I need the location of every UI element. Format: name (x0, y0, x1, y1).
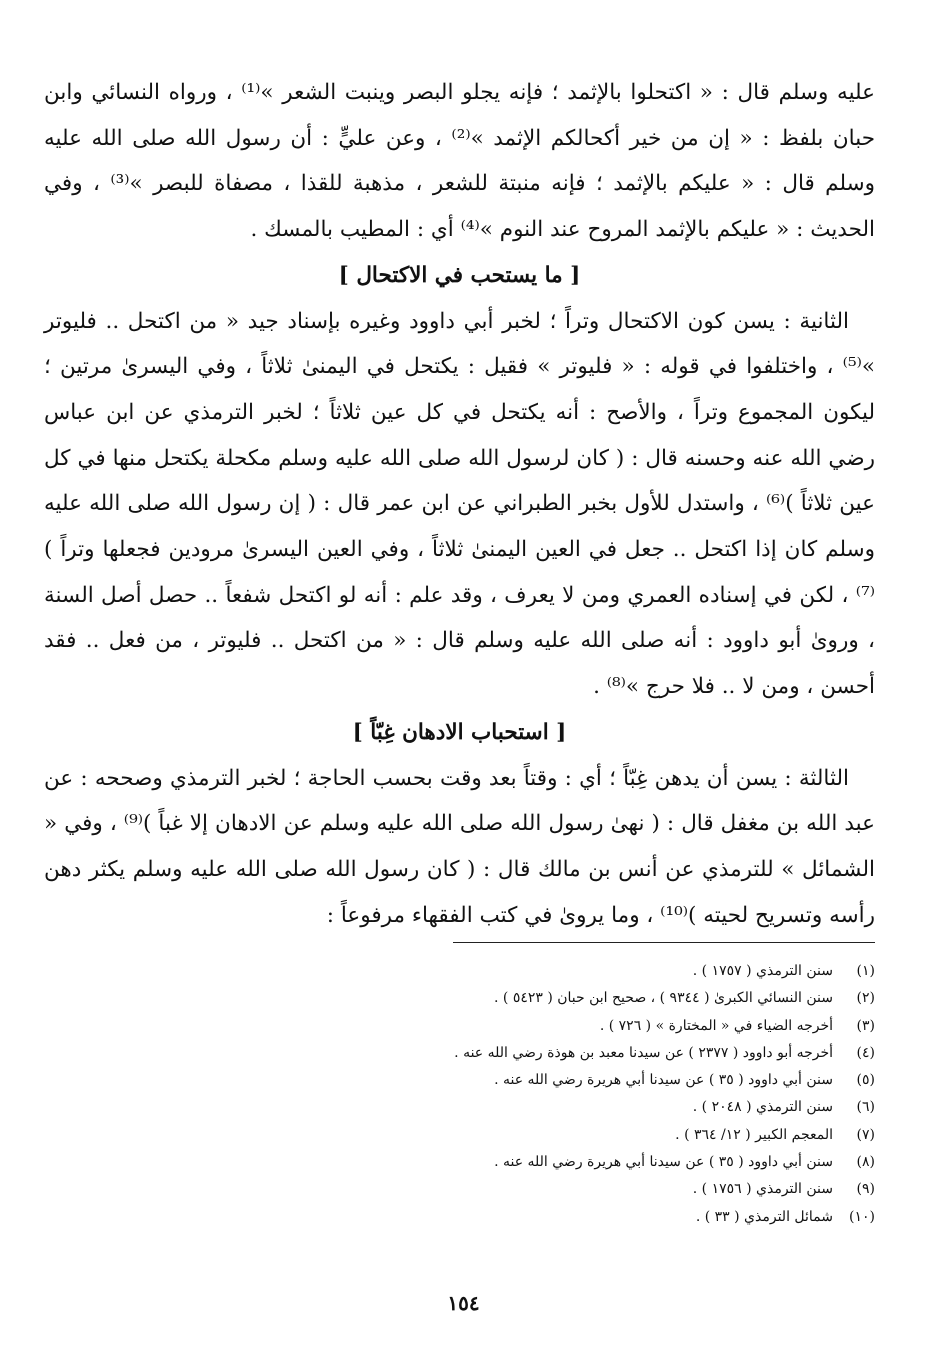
paragraph-2: الثانية : يسن كون الاكتحال وتراً ؛ لخبر أبي داوود وغيره بإسناد جيد « من اكتحل .. فليوتر »⁽⁵⁾ ، واختلفوا في قوله : « فليوتر » فقيل : يكتحل في اليمنىٰ ثلاثاً ، وفي اليسرىٰ مرتين ؛ ليكون المجموع وتراً ، والأصح : أنه يكتحل في كل عين ثلاثاً ؛ لخبر الترمذي عن ابن عباس رضي الله عنه وحسنه قال : ( كان لرسول الله صلى الله عليه وسلم مكحلة يكتحل منها في كل عين ثلاثاً )⁽⁶⁾ ، واستدل للأول بخبر الطبراني عن ابن عمر قال : ( إن رسول الله صلى الله عليه وسلم كان إذا اكتحل .. جعل في العين اليمنىٰ ثلاثاً ، وفي العين اليسرىٰ مرودين فجعلها وتراً )⁽⁷⁾ ، لكن في إسناده العمري ومن لا يعرف ، وقد علم : أنه لو اكتحل شفعاً .. حصل أصل السنة ، وروىٰ أبو داوود : أنه صلى الله عليه وسلم قال : « من اكتحل .. فليوتر ، من فعل .. فقد أحسن ، ومن لا .. فلا حرج »⁽⁸⁾ . (44, 308, 875, 700)
footnote (275, 1040, 875, 1067)
footnote-number: (٩) (856, 1181, 875, 1198)
footnote-number: (٤) (856, 1044, 875, 1061)
main-text (44, 70, 875, 938)
footnote-text: سنن أبي داوود ( ٣٥ ) عن سيدنا أبي هريرة رضي الله عنه . (494, 1154, 833, 1171)
footnote-text: سنن الترمذي ( ١٧٥٦ ) . (692, 1181, 833, 1198)
section-heading-kohl: [ ما يستحب في الاكتحال ] (338, 262, 581, 288)
footnote-text: سنن الترمذي ( ١٧٥٧ ) . (692, 963, 833, 979)
footnote (275, 1094, 875, 1121)
footnote (275, 985, 875, 1012)
footnote-text: أخرجه أبو داوود ( ٢٣٧٧ ) عن سيدنا معبد بن هوذة رضي الله عنه . (454, 1044, 833, 1061)
footnote-number: (٨) (856, 1154, 875, 1171)
footnote-number: (١٠) (849, 1208, 875, 1225)
footnote (275, 1013, 875, 1040)
footnote-text: سنن النسائي الكبرىٰ ( ٩٣٤٤ ) ، صحيح ابن حبان ( ٥٤٢٣ ) . (494, 990, 833, 1007)
footnote-text: سنن أبي داوود ( ٣٥ ) عن سيدنا أبي هريرة رضي الله عنه . (494, 1072, 833, 1089)
footnote (275, 1149, 875, 1176)
footnote-number: (٧) (856, 1126, 875, 1143)
footnote-number: (٦) (856, 1099, 875, 1116)
footnote (275, 958, 875, 985)
footnote-number: (٥) (856, 1072, 875, 1089)
footnote (275, 1067, 875, 1094)
footnote-text: أخرجه الضياء في « المختارة » ( ٧٢٦ ) . (599, 1017, 833, 1034)
footnote-text: سنن الترمذي ( ٢٠٤٨ ) . (692, 1099, 833, 1116)
footnote-number: (٢) (856, 990, 875, 1007)
footnote-number: (١) (856, 963, 875, 979)
footnote-number: (٣) (856, 1017, 875, 1034)
footnote-divider (453, 942, 875, 943)
paragraph-3: الثالثة : يسن أن يدهن غِبّاً ؛ أي : وقتاً بعد وقت بحسب الحاجة ؛ لخبر الترمذي وصححه : عن عبد الله بن مغفل قال : ( نهىٰ رسول الله صلى الله عليه وسلم عن الادهان إلا غباً )⁽⁹⁾ ، وفي « الشمائل » للترمذي عن أنس بن مالك قال : ( كان رسول الله صلى الله عليه وسلم يكثر دهن رأسه وتسريح لحيته )⁽¹⁰⁾ ، وما يروىٰ في كتب الفقهاء مرفوعاً : (44, 765, 875, 928)
footnote (275, 1176, 875, 1203)
paragraph-1: عليه وسلم قال : « اكتحلوا بالإثمد ؛ فإنه يجلو البصر وينبت الشعر »⁽¹⁾ ، ورواه النسائي وابن حبان بلفظ : « إن من خير أكحالكم الإثمد »⁽²⁾ ، وعن عليٍّ : أن رسول الله صلى الله عليه وسلم قال : « عليكم بالإثمد ؛ فإنه منبتة للشعر ، مذهبة للقذا ، مصفاة للبصر »⁽³⁾ ، وفي الحديث : « عليكم بالإثمد المروح عند النوم »⁽⁴⁾ أي : المطيب بالمسك . (44, 80, 876, 243)
footnotes-list (275, 958, 875, 1231)
footnote-text: شمائل الترمذي ( ٣٣ ) . (695, 1208, 833, 1225)
section-heading-oiling: [ استحباب الادهان غِبّاً ] (352, 719, 567, 745)
footnote-text: المعجم الكبير ( ١٢/ ٣٦٤ ) . (675, 1126, 833, 1143)
footnote (275, 1204, 875, 1231)
footnote (275, 1122, 875, 1149)
page-number: ١٥٤ (447, 1291, 480, 1315)
